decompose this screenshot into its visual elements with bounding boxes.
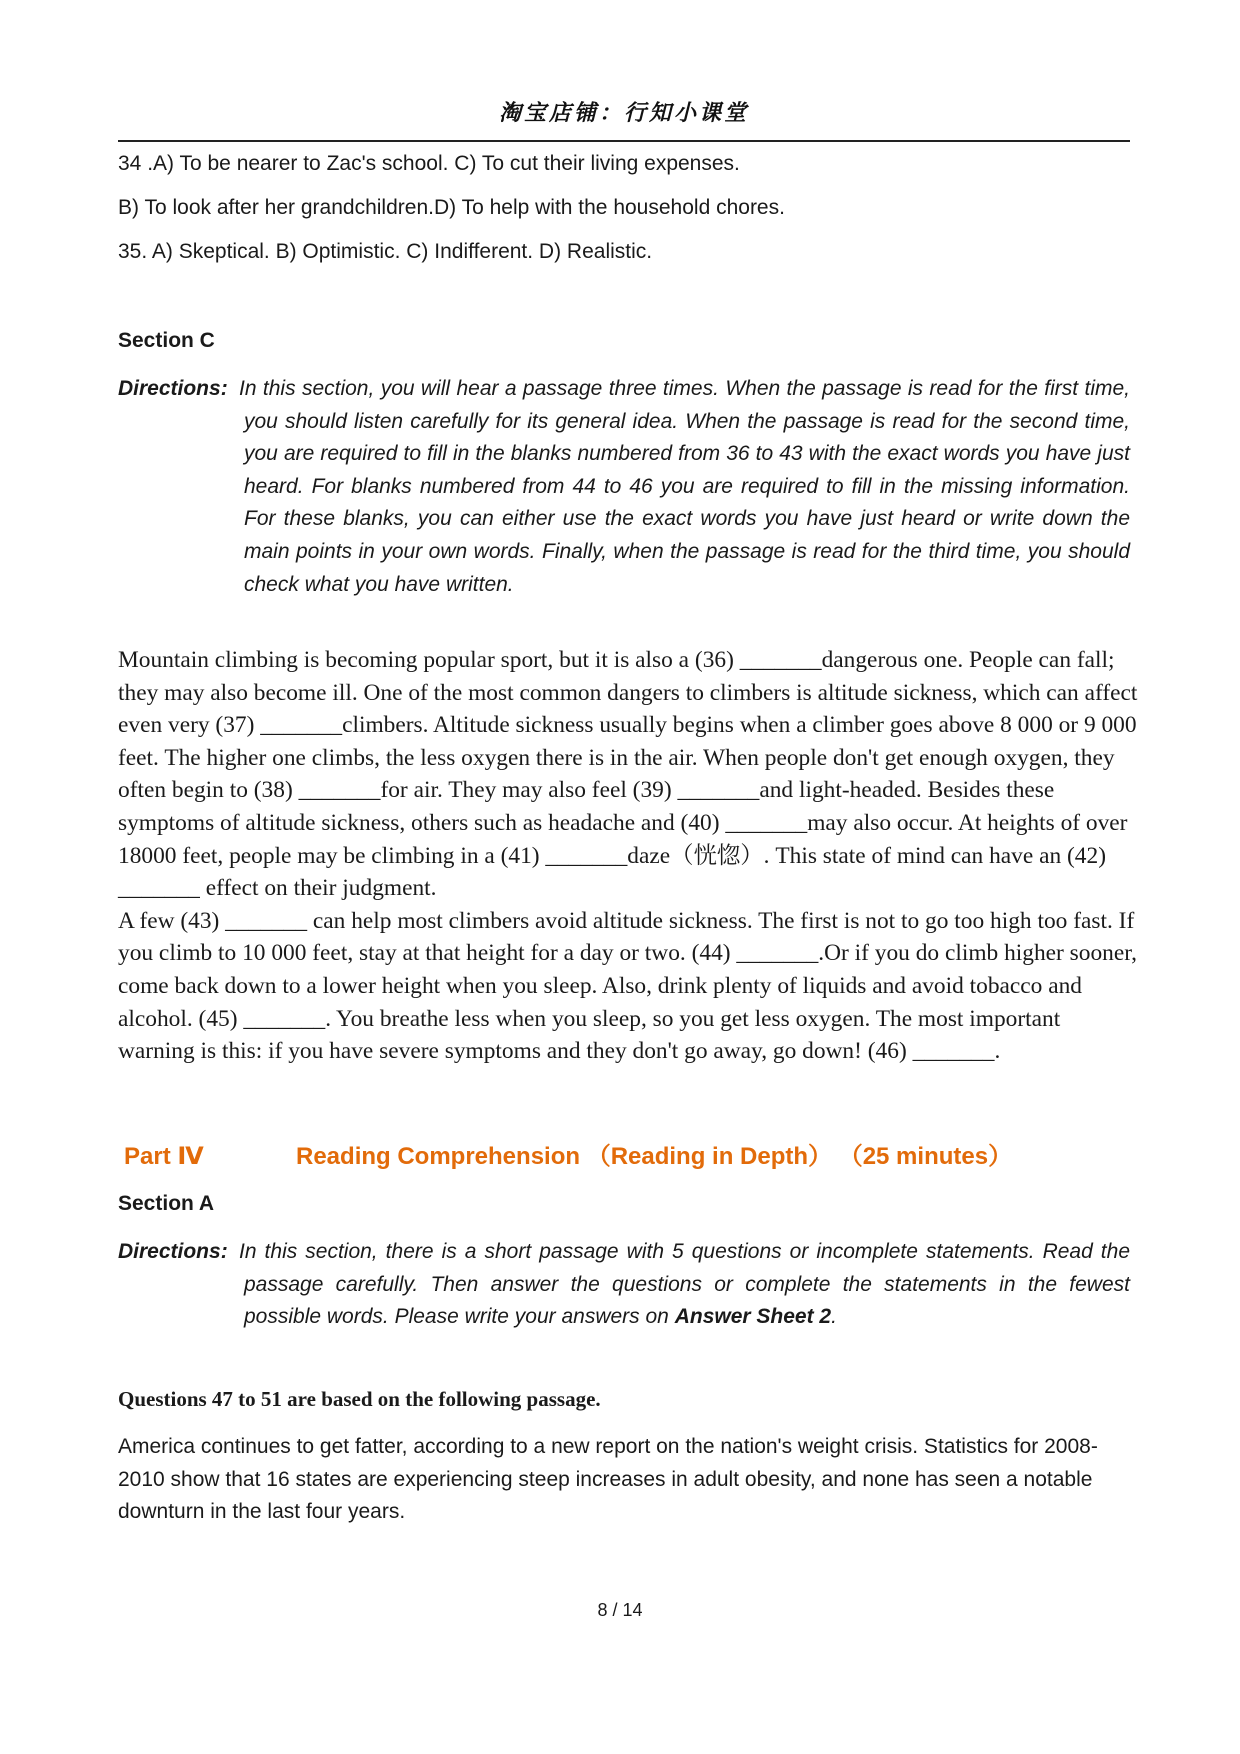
reading-passage bbox=[118, 1431, 1130, 1529]
section-c-label: Section C bbox=[118, 329, 215, 352]
section-a-label: Section A bbox=[118, 1192, 215, 1215]
question-34-line-1: 34 .A) To be nearer to Zac's school. C) To cut their living expenses. bbox=[118, 152, 740, 175]
section-c-directions-text: In this section, you will hear a passage three times. When the passage is read for the first time, you should listen carefully for its general idea. When the passage is read for the second time, you are required to fill in the blanks numbered from 36 to 43 with the exact words you have just heard. For blanks numbered from 44 to 46 you are required to fill in the missing information. For these blanks, you can either use the exact words you have just heard or write down the main points in your own words. Finally, when the passage is read for the third time, you should check what you have written. bbox=[239, 377, 1130, 596]
questions-heading: Questions 47 to 51 are based on the following passage. bbox=[118, 1387, 601, 1411]
section-c-directions bbox=[118, 373, 1130, 601]
question-35: 35. A) Skeptical. B) Optimistic. C) Indifferent. D) Realistic. bbox=[118, 240, 653, 263]
page-header-title: 淘宝店铺：行知小课堂 bbox=[498, 101, 749, 126]
question-34-line-2: B) To look after her grandchildren.D) To help with the household chores. bbox=[118, 196, 785, 219]
section-c-passage bbox=[118, 644, 1138, 1068]
section-a-directions-text-2: . bbox=[831, 1305, 837, 1329]
passage-paragraph-2: A few (43) _______ can help most climbers avoid altitude sickness. The first is not to go too high too fast. If you climb to 10 000 feet, stay at that height for a day or two. (44) _______.Or if you do climb higher sooner, come back down to a lower height when you sleep. Also, drink plenty of liquids and avoid tobacco and alcohol. (45) _______. You breathe less when you sleep, so you get less oxygen. The most important warning is this: if you have severe symptoms and they don't go away, go down! (46) _______. bbox=[118, 907, 1137, 1065]
section-a-directions-text bbox=[239, 1236, 1130, 1334]
section-a-directions bbox=[118, 1236, 1130, 1334]
part-iv-number: Part Ⅳ bbox=[124, 1143, 204, 1170]
header-rule bbox=[118, 140, 1130, 142]
page-number: 8 / 14 bbox=[597, 1600, 643, 1620]
reading-passage-paragraph: America continues to get fatter, according to a new report on the nation's weight crisis. Statistics for 2008-2010 show that 16 states are experiencing steep increases in adult obesity, and none has seen a notable downturn in the last four years. bbox=[118, 1435, 1098, 1524]
section-c-directions-label: Directions: bbox=[118, 377, 228, 400]
section-a-directions-label: Directions: bbox=[118, 1240, 228, 1263]
passage-paragraph-1: Mountain climbing is becoming popular sport, but it is also a (36) _______dangerous one. People can fall; they may also become ill. One of the most common dangers to climbers is altitude sickness, which can affect even very (37) _______climbers. Altitude sickness usually begins when a climber goes above 8 000 or 9 000 feet. The higher one climbs, the less oxygen there is in the air. When people don't get enough oxygen, they often begin to (38) _______for air. They may also feel (39) _______and light-headed. Besides these symptoms of altitude sickness, others such as headache and (40) _______may also occur. At heights of over 18000 feet, people may be climbing in a (41) _______daze（恍惚）. This state of mind can have an (42) _______ effect on their judgment. bbox=[118, 647, 1138, 902]
part-iv-heading bbox=[124, 1136, 1012, 1171]
answer-sheet-2-emphasis: Answer Sheet 2 bbox=[674, 1305, 832, 1329]
section-a-directions-text-1: In this section, there is a short passage with 5 questions or incomplete statements. Read the passage carefully. Then answer the questions or complete the statements in the fewest possible words. Please write your answers on bbox=[239, 1240, 1130, 1329]
part-iv-title: Reading Comprehension （Reading in Depth） （25 minutes） bbox=[296, 1143, 1013, 1170]
